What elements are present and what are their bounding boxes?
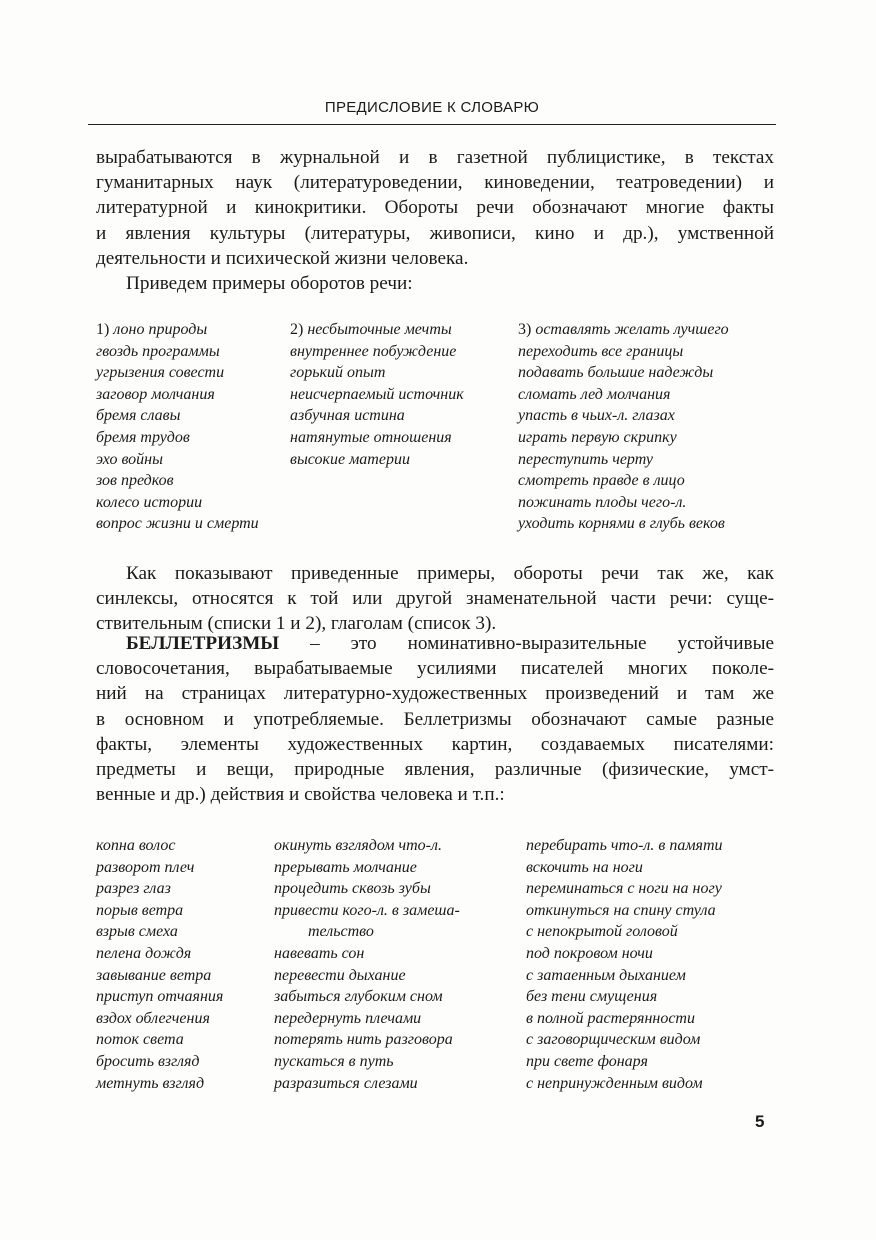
list-item: в полной растерянности [526,1009,695,1027]
list-item: переминаться с ноги на ногу [526,880,722,898]
list-item: зов предков [96,472,174,490]
list-item: вскочить на ноги [526,858,643,876]
list-item: сломать лед молчания [518,385,671,403]
list-item: метнуть взгляд [96,1074,205,1092]
text-line: Как показывают приведенные примеры, обороты речи так же, как [126,563,774,584]
list-item: 2) несбыточные мечты [290,321,452,338]
list-item: вздох облегчения [96,1009,210,1027]
text-line: вырабатываются в журнальной и в газетной публицистике, в текстах [96,147,774,168]
list1-column-1 [96,319,259,535]
paragraph-3 [96,561,774,637]
list-item: заговор молчания [96,385,215,403]
text-line: и явления культуры (литературы, живописи, кино и др.), умственной [96,222,774,244]
list-item: азбучная истина [290,407,405,425]
list-item: передернуть плечами [274,1009,422,1027]
list-item: с непринужденным видом [526,1074,703,1092]
list-item: пускаться в путь [274,1052,394,1070]
list-item: смотреть правде в лицо [518,472,685,490]
list-item: привести кого-л. в замеша- [274,901,460,919]
list-item: упасть в чьих-л. глазах [518,407,675,425]
list-item: разворот плеч [96,858,195,876]
list-item: бремя славы [96,407,181,425]
list-item: с непокрытой головой [526,923,678,941]
list-item: разрез глаз [96,880,171,898]
list-item: перебирать что-л. в памяти [526,837,723,854]
list-item: переступить черту [518,450,653,468]
text-line: гуманитарных наук (литературоведении, киноведении, театроведении) и [96,172,774,194]
list-item: с заговорщическим видом [526,1031,701,1049]
list2-column-1 [96,835,223,1094]
list1-column-2 [290,319,464,470]
list-item: откинуться на спину стула [526,901,716,919]
text-line: ствительным (списки 1 и 2), глаголам (список 3). [96,613,497,635]
page-number: 5 [755,1112,765,1131]
list-item: без тени смущения [526,988,658,1006]
text-line: в основном и употребляемые. Беллетризмы обозначают самые разные [96,708,774,730]
list-item: пелена дождя [96,944,192,962]
list-item: взрыв смеха [96,923,178,941]
list-item: эхо войны [96,450,163,468]
list-item: пожинать плоды чего-л. [518,493,687,511]
list-item: окинуть взглядом что-л. [274,837,442,854]
text-line: венные и др.) действия и свойства человека и т.п.: [96,784,505,806]
text-line: синлексы, относятся к той или другой знаменательной части речи: суще- [96,588,774,610]
list-item: бросить взгляд [96,1052,200,1070]
list-item: с затаенным дыханием [526,966,686,984]
list-item: 3) оставлять желать лучшего [518,321,729,338]
list-item: перевести дыхание [274,966,406,984]
list-item: поток света [96,1031,184,1049]
list-item: прерывать молчание [274,858,417,876]
list-item: уходить корнями в глубь веков [518,515,725,533]
paragraph-1 [96,145,774,271]
list-item: гвоздь программы [96,342,220,360]
list-item: навевать сон [274,944,365,962]
list-item: завывание ветра [96,966,212,984]
text-line: деятельности и психической жизни человека. [96,247,469,269]
list-item: забыться глубоким сном [274,988,443,1006]
list-item: бремя трудов [96,428,190,446]
text-line: БЕЛЛЕТРИЗМЫ – это номинативно-выразительные устойчивые [126,633,774,654]
paragraph-4 [96,631,774,807]
list-item: под покровом ночи [526,944,653,962]
list-item: потерять нить разговора [274,1031,453,1049]
list-item: угрызения совести [96,364,225,382]
list2-column-2 [274,835,460,1094]
text-line: Приведем примеры оборотов речи: [126,273,413,294]
list-item: колесо истории [96,493,203,511]
list-item: процедить сквозь зубы [274,880,431,898]
list2-column-3 [526,835,723,1094]
running-head: ПРЕДИСЛОВИЕ К СЛОВАРЮ [324,99,540,116]
text-line: литературной и кинокритики. Обороты речи обозначают многие факты [96,197,774,219]
list-item: порыв ветра [96,901,184,919]
text-line: ний на страницах литературно-художественных произведений и там же [96,683,774,705]
list-item: играть первую скрипку [518,428,677,446]
list-item: вопрос жизни и смерти [96,515,259,533]
list-item: переходить все границы [518,342,684,360]
list-item: высокие материи [290,450,410,468]
list1-column-3 [518,319,729,535]
list-item: копна волос [96,837,176,854]
list-item: внутреннее побуждение [290,342,457,360]
text-line: словосочетания, вырабатываемые усилиями писателей многих поколе- [96,658,774,680]
list-item: натянутые отношения [290,428,452,446]
term-belletrisms: БЕЛЛЕТРИЗМЫ [126,633,280,654]
text-line: факты, элементы художественных картин, создаваемых писателями: [96,733,774,755]
list-item: разразиться слезами [274,1074,418,1092]
text-line: предметы и вещи, природные явления, различные (физические, умст- [96,759,774,781]
list-item: при свете фонаря [526,1052,648,1070]
header-rule [88,124,776,125]
list-item: подавать большие надежды [518,364,714,382]
paragraph-2 [96,271,774,296]
list-item: тельство [308,923,374,941]
list-item: приступ отчаяния [96,988,224,1006]
list-item: неисчерпаемый источник [290,385,464,403]
list-item: 1) лоно природы [96,321,208,338]
list-item: горький опыт [290,364,386,382]
